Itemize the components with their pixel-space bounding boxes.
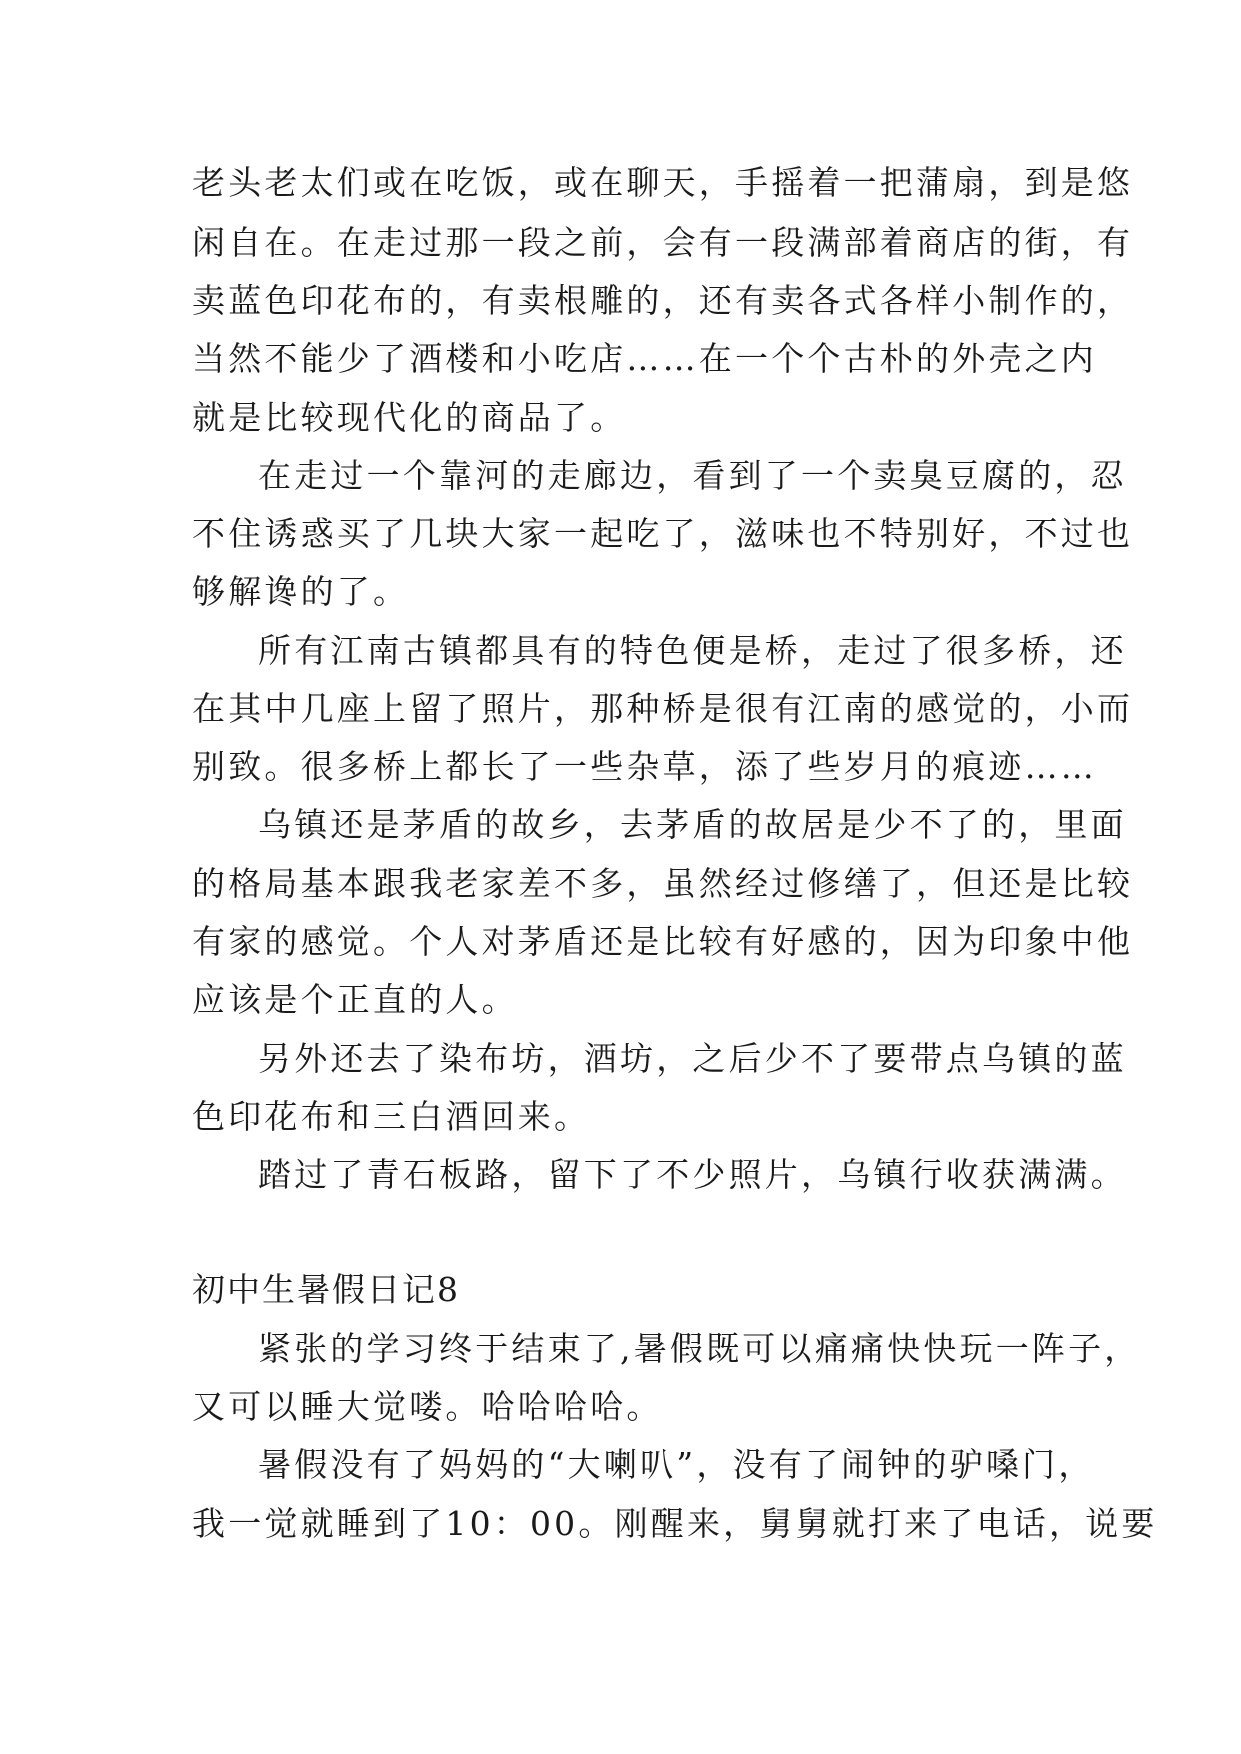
text-line: 在其中几座上留了照片，那种桥是很有江南的感觉的，小而 xyxy=(192,689,1134,728)
text-line: 暑假没有了妈妈的“大喇叭”，没有了闹钟的驴嗓门， xyxy=(258,1445,1095,1484)
text-line: 所有江南古镇都具有的特色便是桥，走过了很多桥，还 xyxy=(258,631,1127,670)
text-line: 的格局基本跟我老家差不多，虽然经过修缮了，但还是比较 xyxy=(192,864,1134,903)
text-line: 老头老太们或在吃饭，或在聊天，手摇着一把蒲扇，到是悠 xyxy=(192,163,1134,202)
text-line: 在走过一个靠河的走廊边，看到了一个卖臭豆腐的，忍 xyxy=(258,456,1127,495)
text-line: 当然不能少了酒楼和小吃店……在一个个古朴的外壳之内 xyxy=(192,339,1097,378)
text-line: 有家的感觉。个人对茅盾还是比较有好感的，因为印象中他 xyxy=(192,922,1134,961)
text-line: 踏过了青石板路，留下了不少照片，乌镇行收获满满。 xyxy=(258,1155,1127,1194)
text-line: 别致。很多桥上都长了一些杂草，添了些岁月的痕迹…… xyxy=(192,747,1097,786)
text-line: 应该是个正直的人。 xyxy=(192,980,518,1019)
text-line: 卖蓝色印花布的，有卖根雕的，还有卖各式各样小制作的， xyxy=(192,281,1134,320)
text-line: 又可以睡大觉喽。哈哈哈哈。 xyxy=(192,1387,663,1426)
section-heading: 初中生暑假日记8 xyxy=(192,1270,460,1309)
text-line: 不住诱惑买了几块大家一起吃了，滋味也不特别好，不过也 xyxy=(192,514,1134,553)
text-line: 色印花布和三白酒回来。 xyxy=(192,1097,591,1136)
text-line: 紧张的学习终于结束了,暑假既可以痛痛快快玩一阵子， xyxy=(258,1329,1141,1368)
text-line: 另外还去了染布坊，酒坊，之后少不了要带点乌镇的蓝 xyxy=(258,1039,1127,1078)
text-line: 够解谗的了。 xyxy=(192,572,410,611)
text-line: 我一觉就睡到了10：00。刚醒来，舅舅就打来了电话，说要 xyxy=(192,1504,1158,1543)
text-line: 乌镇还是茅盾的故乡，去茅盾的故居是少不了的，里面 xyxy=(258,805,1127,844)
text-line: 闲自在。在走过那一段之前，会有一段满部着商店的街，有 xyxy=(192,223,1134,262)
text-line: 就是比较现代化的商品了。 xyxy=(192,398,627,437)
